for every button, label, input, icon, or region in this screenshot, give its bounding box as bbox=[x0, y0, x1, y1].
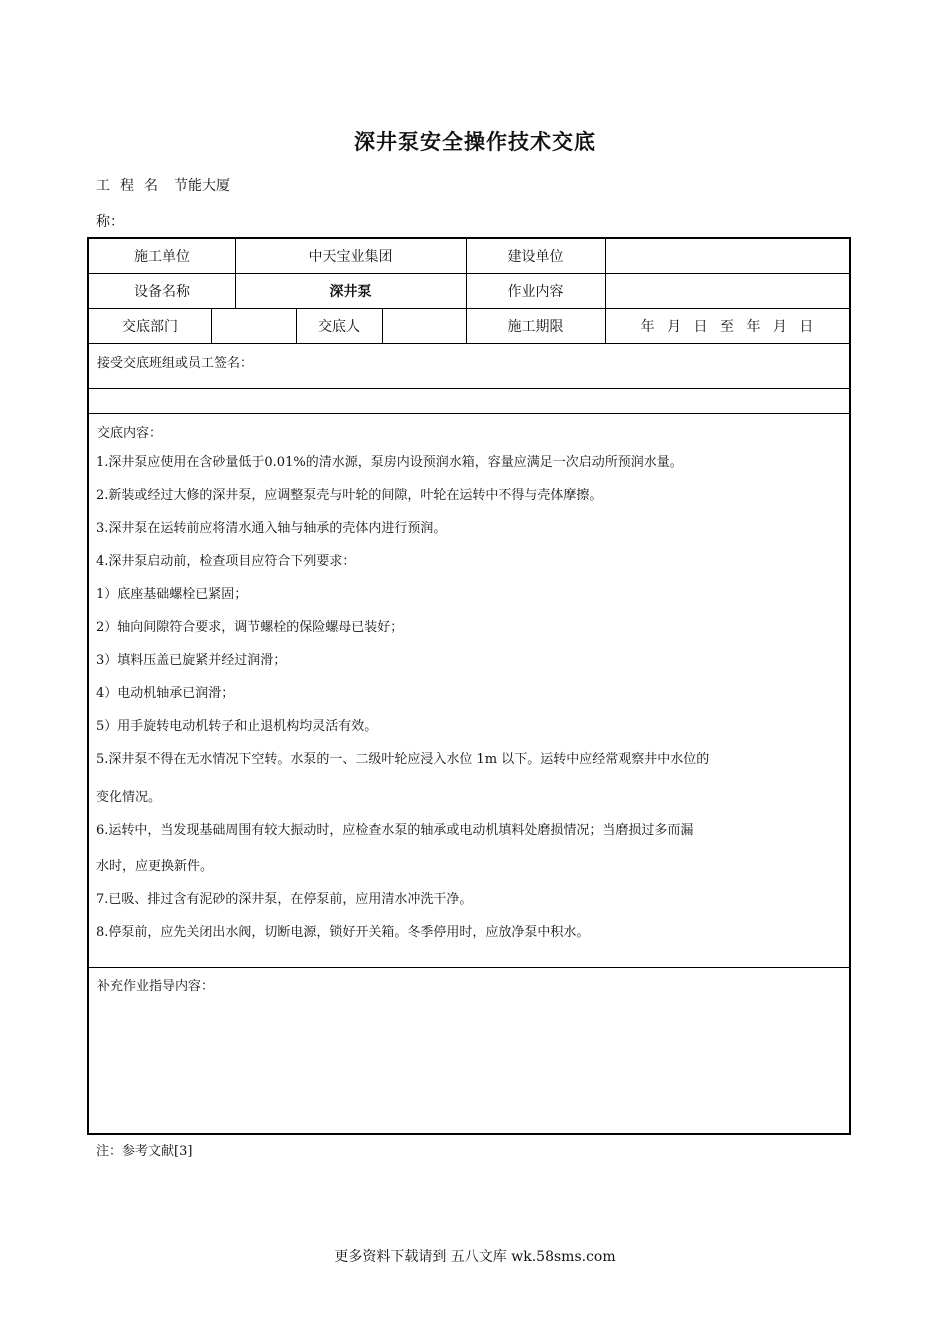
project-name-value: 节能大厦 bbox=[174, 178, 230, 194]
signature-label: 接受交底班组或员工签名： bbox=[97, 356, 254, 371]
content-line: 3.深井泵在运转前应将清水通入轴与轴承的壳体内进行预润。 bbox=[96, 521, 447, 536]
content-line: 水时，应更换新件。 bbox=[96, 859, 214, 874]
content-line: 5）用手旋转电动机转子和止退机构均灵活有效。 bbox=[96, 719, 378, 734]
construction-unit-value: 中天宝业集团 bbox=[308, 249, 393, 265]
footer-link[interactable]: 更多资料下载请到 五八文库 wk.58sms.com bbox=[334, 1249, 616, 1265]
reference-note: 注：参考文献[3] bbox=[96, 1144, 193, 1159]
document-title: 深井泵安全操作技术交底 bbox=[354, 130, 596, 154]
project-name-label: 工程名 bbox=[96, 178, 168, 194]
content-line: 5.深井泵不得在无水情况下空转。水泵的一、二级叶轮应浸入水位 1m 以下。运转中应经常观察井中水位的 bbox=[96, 752, 710, 767]
equipment-name-label: 设备名称 bbox=[134, 283, 190, 300]
content-line: 3）填料压盖已旋紧并经过润滑； bbox=[96, 653, 287, 668]
project-name-label-tail: 称： bbox=[96, 214, 124, 230]
period-label: 施工期限 bbox=[507, 318, 564, 335]
project-name-line bbox=[96, 168, 230, 240]
work-content-label: 作业内容 bbox=[507, 283, 564, 300]
builder-unit-label: 建设单位 bbox=[507, 249, 564, 265]
period-value: 年 月 日 至 年 月 日 bbox=[640, 318, 814, 335]
content-line: 2.新装或经过大修的深井泵，应调整泵壳与叶轮的间隙，叶轮在运转中不得与壳体摩擦。 bbox=[96, 488, 603, 503]
content-line: 1.深井泵应使用在含砂量低于0.01%的清水源，泵房内设预润水箱，容量应满足一次启动所预润水量。 bbox=[96, 455, 683, 470]
row-divider bbox=[89, 388, 849, 389]
content-label: 交底内容： bbox=[97, 426, 163, 441]
handover-person-value bbox=[382, 308, 466, 343]
content-line: 7.已吸、排过含有泥砂的深井泵，在停泵前，应用清水冲洗干净。 bbox=[96, 892, 473, 907]
row-divider bbox=[89, 343, 849, 344]
supplement-label: 补充作业指导内容： bbox=[97, 979, 215, 994]
content-line: 8.停泵前，应先关闭出水阀，切断电源，锁好开关箱。冬季停用时，应放净泵中积水。 bbox=[96, 925, 590, 940]
row-divider bbox=[89, 413, 849, 414]
content-line: 1）底座基础螺栓已紧固； bbox=[96, 587, 248, 602]
content-line: 6.运转中，当发现基础周围有较大振动时，应检查水泵的轴承或电动机填料处磨损情况；当磨损过多而漏 bbox=[96, 823, 694, 838]
handover-dept-value bbox=[211, 308, 296, 343]
handover-person-label: 交底人 bbox=[318, 318, 360, 335]
content-line: 4）电动机轴承已润滑； bbox=[96, 686, 235, 701]
content-line: 2）轴向间隙符合要求，调节螺栓的保险螺母已装好； bbox=[96, 620, 404, 635]
content-line: 4.深井泵启动前，检查项目应符合下列要求： bbox=[96, 554, 356, 569]
construction-unit-label: 施工单位 bbox=[134, 249, 190, 265]
builder-unit-value bbox=[605, 239, 849, 273]
handover-dept-label: 交底部门 bbox=[122, 318, 178, 335]
content-line: 变化情况。 bbox=[96, 790, 162, 805]
equipment-name-value: 深井泵 bbox=[329, 283, 372, 300]
work-content-value bbox=[605, 273, 849, 308]
row-divider bbox=[89, 967, 849, 968]
